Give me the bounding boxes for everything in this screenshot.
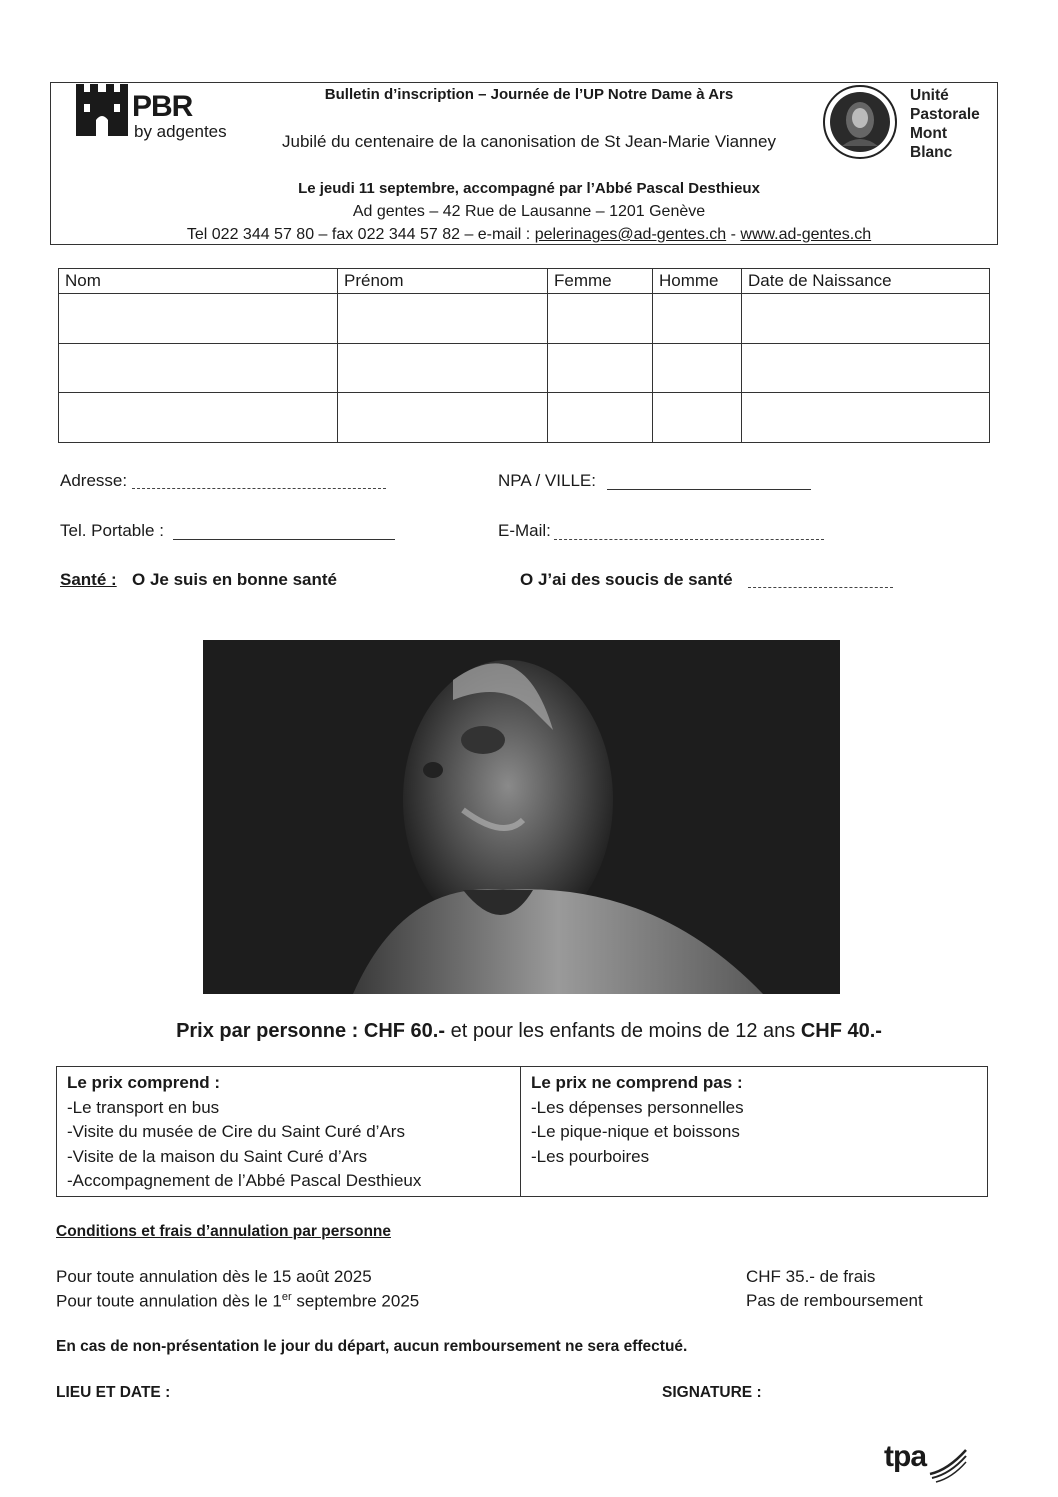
madonna-seal-icon [822,84,900,162]
wing-icon [928,1444,968,1484]
header-subtitle: Jubilé du centenaire de la canonisation de St Jean-Marie Vianney [282,132,776,151]
price-line [0,1020,1058,1043]
list-item: -Visite de la maison du Saint Curé d’Ars [67,1146,368,1166]
cell-homme[interactable] [653,343,742,393]
conditions-title: Conditions et frais d’annulation par personne [56,1223,391,1240]
npa-ville-label: NPA / VILLE: [498,471,596,490]
cell-homme[interactable] [653,294,742,344]
registration-table [58,268,990,443]
up-logo-text [910,86,980,162]
signature-label: SIGNATURE : [662,1384,762,1401]
list-item: -Les dépenses personnelles [531,1097,744,1117]
cell-nom[interactable] [59,294,338,344]
up-logo-line1: Unité [910,87,949,104]
price-adult: Prix par personne : CHF 60.- [176,1020,446,1042]
email-label: E-Mail: [498,521,551,540]
price-children: CHF 40.- [800,1020,882,1042]
cell-date-naissance[interactable] [742,343,990,393]
sante-option-good-health[interactable]: O Je suis en bonne santé [132,570,338,589]
includes-title: Le prix comprend : [67,1073,221,1092]
website-link[interactable]: www.ad-gentes.ch [740,226,872,243]
list-item: -Le pique-nique et boissons [531,1122,740,1141]
col-date-naissance: Date de Naissance [742,269,990,294]
lieu-date-label: LIEU ET DATE : [56,1384,171,1401]
cell-femme[interactable] [548,294,653,344]
pbr-logo-main: PBR [132,90,193,123]
sante-option-health-concerns[interactable]: O J’ai des soucis de santé [520,570,733,589]
excludes-title: Le prix ne comprend pas : [531,1073,743,1092]
price-children-text: et pour les enfants de moins de 12 ans [445,1020,801,1042]
excludes-column [531,1071,744,1169]
condition-line-2-sup: er [281,1291,292,1303]
table-row [59,294,990,344]
cell-femme[interactable] [548,343,653,393]
saint-portrait-photo [203,640,840,994]
up-mont-blanc-logo [822,84,1002,164]
list-item: -Les pourboires [531,1146,650,1166]
col-homme: Homme [653,269,742,294]
no-show-notice: En cas de non-présentation le jour du départ, aucun remboursement ne sera effectué. [56,1338,688,1355]
up-logo-line3: Mont [910,125,948,142]
contact-prefix: Tel 022 344 57 80 – fax 022 344 57 82 – e-mail : [186,226,535,243]
email-link[interactable]: pelerinages@ad-gentes.ch [534,226,727,243]
tel-portable-field[interactable] [173,539,395,540]
col-nom: Nom [59,269,338,294]
up-logo-line2: Pastorale [910,106,980,123]
col-prenom: Prénom [338,269,548,294]
table-row [59,393,990,443]
cell-date-naissance[interactable] [742,294,990,344]
header-address: Ad gentes – 42 Rue de Lausanne – 1201 Genève [352,203,706,220]
list-item: -Accompagnement de l’Abbé Pascal Desthieux [67,1171,422,1190]
condition-line-2-a: Pour toute annulation dès le 1 [56,1291,282,1311]
condition-line-1: Pour toute annulation dès le 15 août 2025 [56,1267,372,1286]
contact-sep: - [726,226,741,243]
pbr-logo-sub: by adgentes [134,122,227,141]
table-row [59,343,990,393]
tel-portable-label: Tel. Portable : [60,521,164,540]
email-field[interactable] [554,539,824,540]
cell-prenom[interactable] [338,294,548,344]
header-contact [0,226,1058,244]
cell-date-naissance[interactable] [742,393,990,443]
condition-fee-2: Pas de remboursement [746,1291,923,1310]
condition-fee-1: CHF 35.- de frais [746,1267,876,1286]
cell-femme[interactable] [548,393,653,443]
price-inclusions-box [56,1066,988,1197]
list-item: -Le transport en bus [67,1097,220,1117]
tpa-logo-text: tpa [884,1440,926,1473]
tpa-logo [884,1440,974,1482]
cell-homme[interactable] [653,393,742,443]
registration-table-header [59,269,990,294]
header-title: Bulletin d’inscription – Journée de l’UP Notre Dame à Ars [324,86,734,103]
cell-prenom[interactable] [338,343,548,393]
npa-ville-field[interactable] [607,489,811,490]
cell-prenom[interactable] [338,393,548,443]
adresse-field[interactable] [132,488,386,489]
condition-line-2-b: septembre 2025 [291,1291,420,1311]
cell-nom[interactable] [59,343,338,393]
adresse-label: Adresse: [60,471,128,490]
list-item: -Visite du musée de Cire du Saint Curé d’Ars [67,1122,405,1141]
col-femme: Femme [548,269,653,294]
header-date-line: Le jeudi 11 septembre, accompagné par l’Abbé Pascal Desthieux [298,180,760,197]
sante-label: Santé : [60,570,117,589]
health-concerns-field[interactable] [748,587,893,588]
cell-nom[interactable] [59,393,338,443]
includes-column [67,1071,421,1194]
condition-line-2 [56,1291,419,1312]
up-logo-line4: Blanc [910,144,953,161]
portrait-icon [203,640,840,994]
column-divider [520,1067,521,1196]
